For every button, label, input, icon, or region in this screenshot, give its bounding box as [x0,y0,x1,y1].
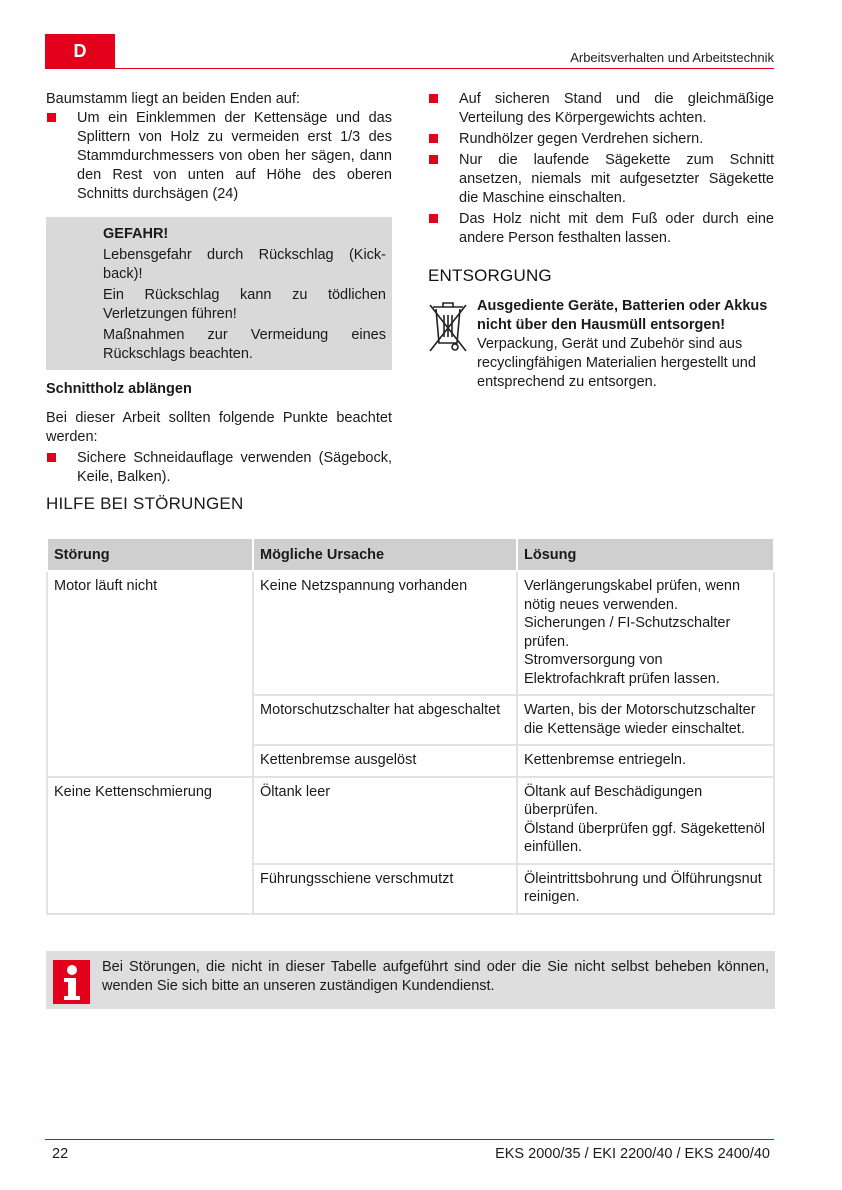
disposal-text: Verpackung, Gerät und Zubehör sind aus recyclingfähigen Materialien hergestellt und entsprechend zu entsorgen. [477,336,756,390]
bullet-list [428,90,774,248]
disposal-warning: Ausgediente Geräte, Batterien oder Akkus nicht über den Hausmüll entsorgen! [477,298,768,333]
list-item: Um ein Einklemmen der Kettensäge und das Splittern von Holz zu vermeiden erst 1/3 des Stammdurchmessers von oben her sägen, dann den Rest von unten auf Höhe des oberen Schnitts durchsägen (24) [46,109,392,204]
info-icon [53,960,90,1004]
list-item: Nur die laufende Sägekette zum Schnitt ansetzen, niemals mit aufgesetzter Sägekette die Maschine einschalten. [428,151,774,208]
solution-cell: Öleintrittsbohrung und Ölführungsnut reinigen. [517,864,774,914]
solution-cell: Verlängerungskabel prüfen, wenn nötig neues verwenden. Sicherungen / FI-Schutzschalter prüfen. Stromversorgung von Elektrofachkraft prüfen lassen. [517,571,774,695]
column-header: Mögliche Ursache [253,538,517,571]
table-row [47,571,774,695]
header-divider [45,68,774,69]
troubleshooting-heading: HILFE BEI STÖRUNGEN [46,494,244,513]
bullet-square-icon [429,94,438,103]
list-item: Das Holz nicht mit dem Fuß oder durch eine andere Person festhalten lassen. [428,210,774,248]
bullet-square-icon [47,453,56,462]
bullet-square-icon [429,214,438,223]
list-item: Auf sicheren Stand und die gleichmäßige Verteilung des Körpergewichts achten. [428,90,774,128]
cause-cell: Motorschutzschalter hat abgeschaltet [253,695,517,745]
paragraph: Bei dieser Arbeit sollten folgende Punkte beachtet werden: [46,410,392,445]
list-item: Rundhölzer gegen Verdrehen sichern. [428,130,774,149]
page-number: 22 [52,1146,69,1162]
disposal-section [428,297,774,392]
bullet-square-icon [47,113,56,122]
solution-cell: Kettenbremse entriegeln. [517,745,774,777]
intro-text: Baumstamm liegt an beiden Enden auf: [46,91,300,107]
solution-cell: Öltank auf Beschädigungen überprüfen. Ölstand überprüfen ggf. Sägekettenöl einfüllen. [517,777,774,864]
danger-line: Lebensgefahr durch Rückschlag (Kick-back)! [103,247,386,282]
troubleshooting-table [46,537,775,915]
cause-cell: Kettenbremse ausgelöst [253,745,517,777]
model-designation: EKS 2000/35 / EKI 2200/40 / EKS 2400/40 [495,1146,770,1162]
right-column [428,90,774,392]
cause-cell: Keine Netzspannung vorhanden [253,571,517,695]
fault-cell: Keine Kettenschmierung [47,777,253,914]
language-tab: D [45,34,115,69]
danger-title: GEFAHR! [103,226,169,242]
bullet-list [46,449,392,487]
fault-cell: Motor läuft nicht [47,571,253,777]
solution-cell: Warten, bis der Motorschutzschalter die Kettensäge wieder einschaltet. [517,695,774,745]
cause-cell: Öltank leer [253,777,517,864]
disposal-heading: ENTSORGUNG [428,266,552,285]
danger-warning-box [46,217,392,370]
left-column [46,90,392,489]
subheading: Schnittholz ablängen [46,381,192,397]
table-row [47,777,774,864]
cause-cell: Führungsschiene verschmutzt [253,864,517,914]
bullet-square-icon [429,134,438,143]
info-note-text: Bei Störungen, die nicht in dieser Tabelle aufgeführt sind oder die Sie nicht selbst beheben können, wenden Sie sich bitte an unseren zuständigen Kundendienst. [102,959,769,994]
column-header: Störung [47,538,253,571]
danger-line: Maßnahmen zur Vermeidung eines Rückschlags beachten. [103,327,386,362]
danger-line: Ein Rückschlag kann zu tödlichen Verletzungen führen! [103,287,386,322]
footer-divider [45,1139,774,1140]
crossed-out-bin-icon [427,297,477,392]
bullet-square-icon [429,155,438,164]
info-note-box [46,951,775,1009]
column-header: Lösung [517,538,774,571]
section-header-title: Arbeitsverhalten und Arbeitstechnik [570,50,774,65]
list-item: Sichere Schneidauflage verwenden (Sägebock, Keile, Balken). [46,449,392,487]
table-header-row [47,538,774,571]
bullet-list [46,109,392,204]
